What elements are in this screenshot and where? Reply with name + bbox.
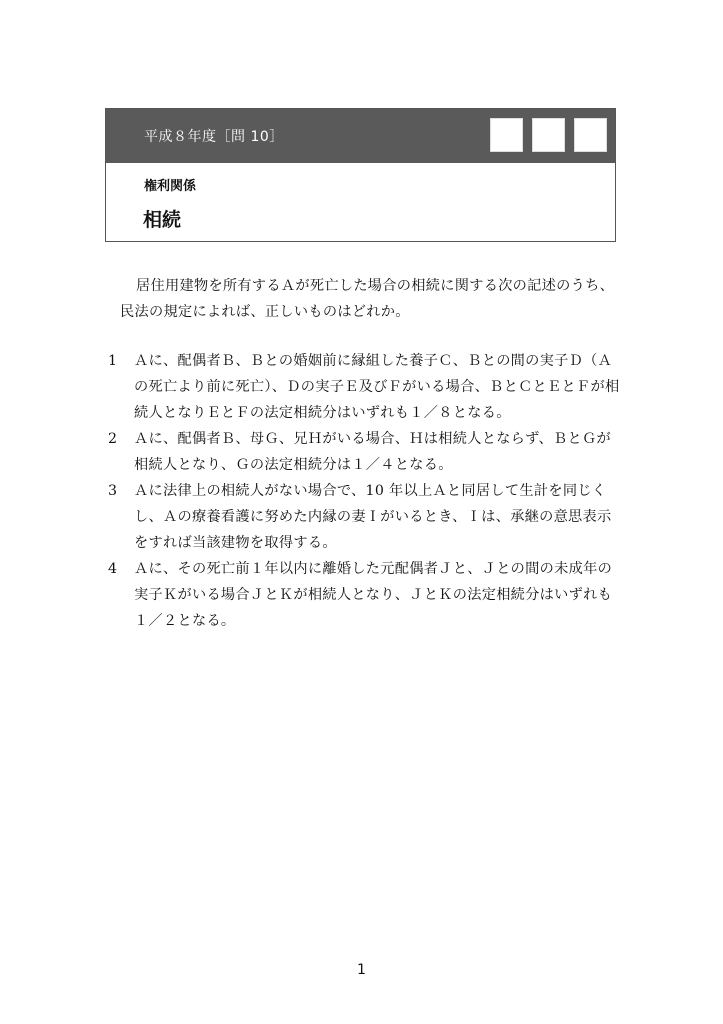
choice-text: Ａに、その死亡前１年以内に離婚した元配偶者Ｊと、Ｊとの間の未成年の実子Ｋがいる場合ＪとＫが相続人となり、ＪとＫの法定相続分はいずれも１／２となる。 — [134, 561, 613, 629]
check-box[interactable] — [532, 118, 565, 152]
check-box[interactable] — [490, 118, 523, 152]
choice-list — [108, 348, 622, 634]
year-question-label: 平成８年度［問 10］ — [144, 129, 284, 145]
choice-number: 3 — [108, 483, 118, 499]
choice-number: 1 — [108, 353, 118, 369]
check-box[interactable] — [574, 118, 607, 152]
question-header — [105, 108, 616, 242]
check-boxes — [490, 118, 607, 152]
choice-item — [108, 348, 622, 426]
header-bar — [106, 109, 615, 163]
choice-item — [108, 556, 622, 634]
choice-number: 2 — [108, 431, 118, 447]
category-label: 権利関係 — [144, 179, 197, 194]
choice-number: 4 — [108, 561, 118, 577]
choice-item — [108, 478, 622, 556]
choice-item — [108, 426, 622, 478]
page-number: 1 — [357, 962, 366, 978]
choice-text: Ａに、配偶者Ｂ、Ｂとの婚姻前に縁組した養子Ｃ、Ｂとの間の実子Ｄ（Ａの死亡より前に死亡）、Ｄの実子Ｅ及びＦがいる場合、ＢとＣとＥとＦが相続人となりＥとＦの法定相続分はいずれも１／８となる。 — [134, 353, 620, 421]
choice-text: Ａに、配偶者Ｂ、母Ｇ、兄Ｈがいる場合、Ｈは相続人とならず、ＢとＧが相続人となり、Ｇの法定相続分は１／４となる。 — [134, 431, 611, 473]
topic-title: 相続 — [143, 209, 182, 231]
question-text: 居住用建物を所有するＡが死亡した場合の相続に関する次の記述のうち、民法の規定によれば、正しいものはどれか。 — [120, 278, 615, 320]
choice-text: Ａに法律上の相続人がない場合で、10 年以上Ａと同居して生計を同じくし、Ａの療養看護に努めた内縁の妻Ｉがいるとき、Ｉは、承継の意思表示をすれば当該建物を取得する。 — [134, 483, 612, 551]
